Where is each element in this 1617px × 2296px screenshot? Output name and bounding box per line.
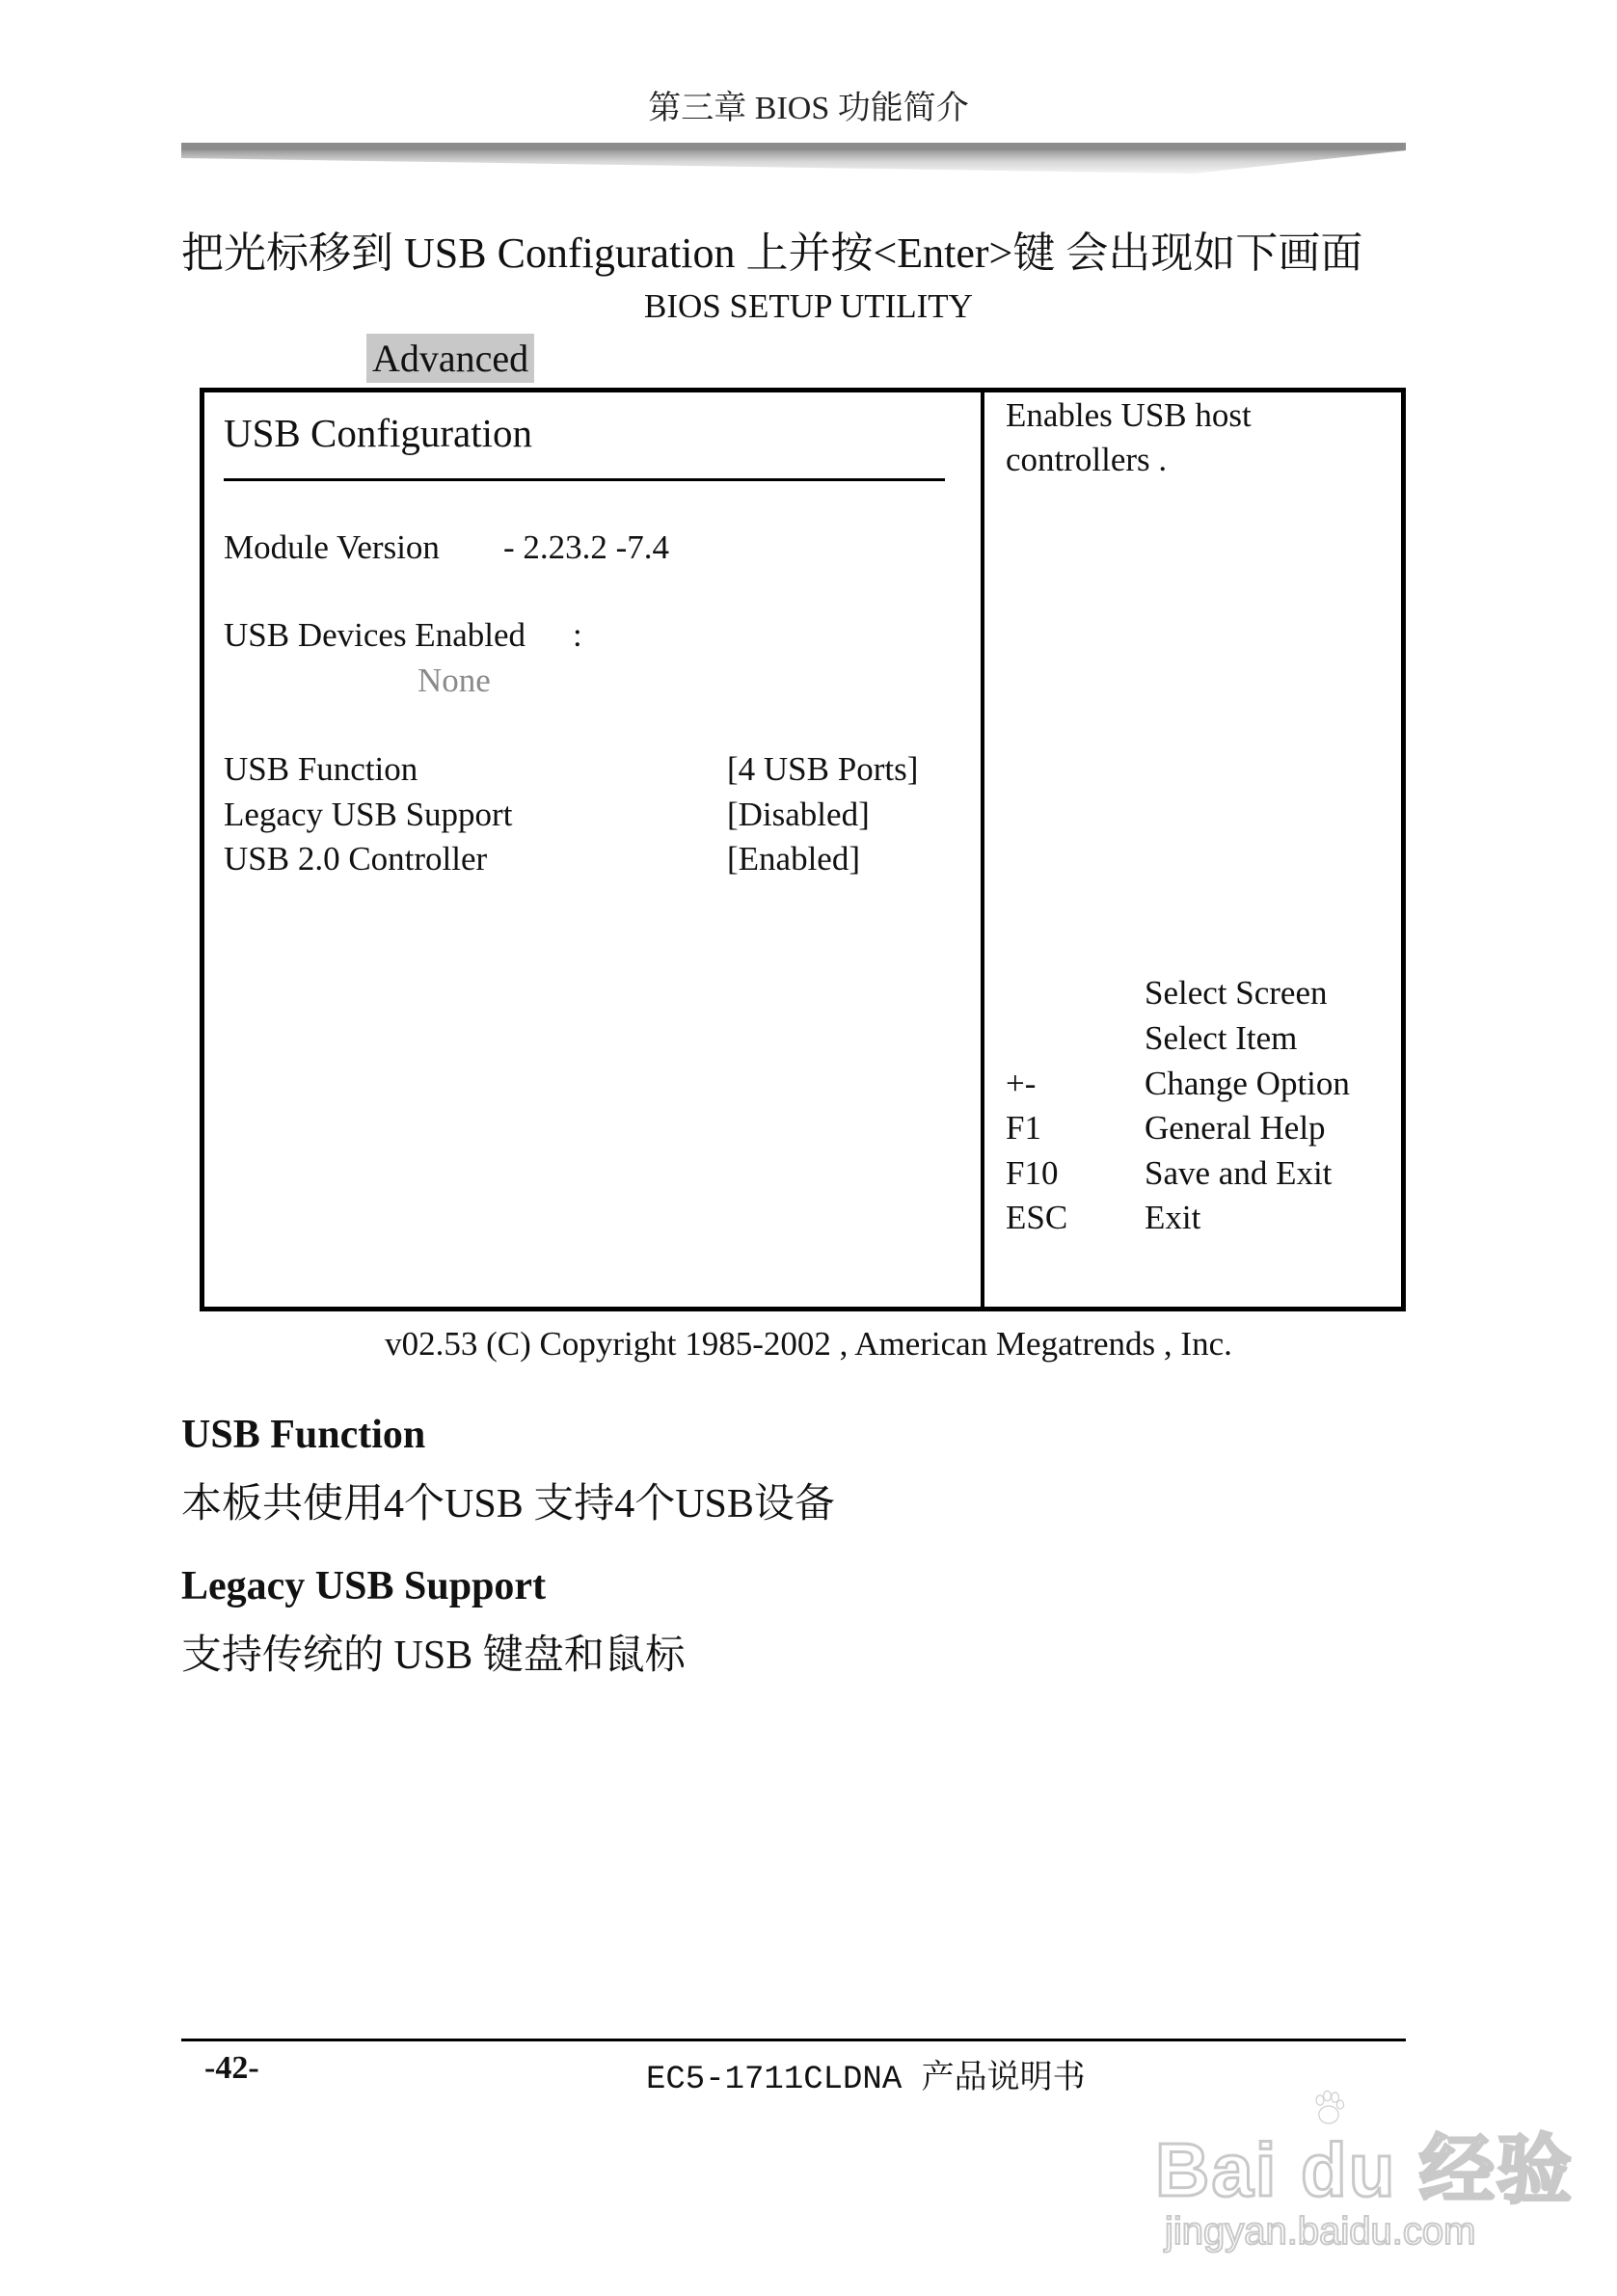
module-version-value: - 2.23.2 -7.4 — [503, 528, 670, 566]
option-usb2-controller-label[interactable]: USB 2.0 Controller — [224, 840, 488, 878]
page-number: -42- — [204, 2050, 259, 2086]
watermark-url: jingyan.baidu.com — [1165, 2210, 1476, 2253]
key-general-help: F1 — [1006, 1109, 1041, 1147]
section-text-legacy-usb: 支持传统的 USB 键盘和鼠标 — [181, 1634, 686, 1678]
usb-devices-colon: : — [573, 616, 582, 654]
key-select-item-desc: Select Item — [1145, 1019, 1298, 1057]
module-version-label: Module Version — [224, 528, 440, 566]
key-change-option: +- — [1006, 1065, 1037, 1102]
section-title: USB Configuration — [224, 411, 533, 455]
chapter-header: 第三章 BIOS 功能简介 — [648, 91, 969, 126]
bios-utility-title: BIOS SETUP UTILITY — [644, 287, 973, 325]
key-exit-desc: Exit — [1145, 1199, 1201, 1236]
bios-panel-divider — [981, 388, 984, 1311]
manual-title: EC5-1711CLDNA 产品说明书 — [646, 2062, 1086, 2098]
bios-copyright: v02.53 (C) Copyright 1985-2002 , American Megatrends , Inc. — [385, 1325, 1232, 1363]
key-save-exit: F10 — [1006, 1154, 1059, 1192]
option-usb-function-label[interactable]: USB Function — [224, 750, 418, 788]
usb-devices-label: USB Devices Enabled — [224, 616, 526, 654]
option-legacy-usb-value[interactable]: [Disabled] — [727, 796, 870, 833]
key-save-exit-desc: Save and Exit — [1145, 1154, 1333, 1192]
option-legacy-usb-label[interactable]: Legacy USB Support — [224, 796, 513, 833]
option-usb-function-value[interactable]: [4 USB Ports] — [727, 750, 919, 788]
tab-advanced[interactable]: Advanced — [366, 334, 534, 383]
header-gradient-bar — [181, 137, 1406, 176]
help-description: Enables USB host controllers . — [1006, 396, 1252, 478]
usb-devices-value: None — [418, 662, 491, 699]
section-heading-usb-function: USB Function — [181, 1413, 426, 1457]
section-title-rule — [224, 478, 945, 481]
key-general-help-desc: General Help — [1145, 1109, 1326, 1147]
key-change-option-desc: Change Option — [1145, 1065, 1350, 1102]
intro-instruction: 把光标移到 USB Configuration 上并按<Enter>键 会出现如下画面 — [181, 230, 1363, 277]
option-usb2-controller-value[interactable]: [Enabled] — [727, 840, 860, 878]
watermark-brand: Bai du 经验 — [1155, 2127, 1575, 2212]
footer-rule — [181, 2039, 1406, 2041]
key-select-screen-desc: Select Screen — [1145, 974, 1328, 1012]
section-text-usb-function: 本板共使用4个USB 支持4个USB设备 — [181, 1482, 835, 1526]
key-exit: ESC — [1006, 1199, 1068, 1236]
section-heading-legacy-usb: Legacy USB Support — [181, 1564, 547, 1608]
